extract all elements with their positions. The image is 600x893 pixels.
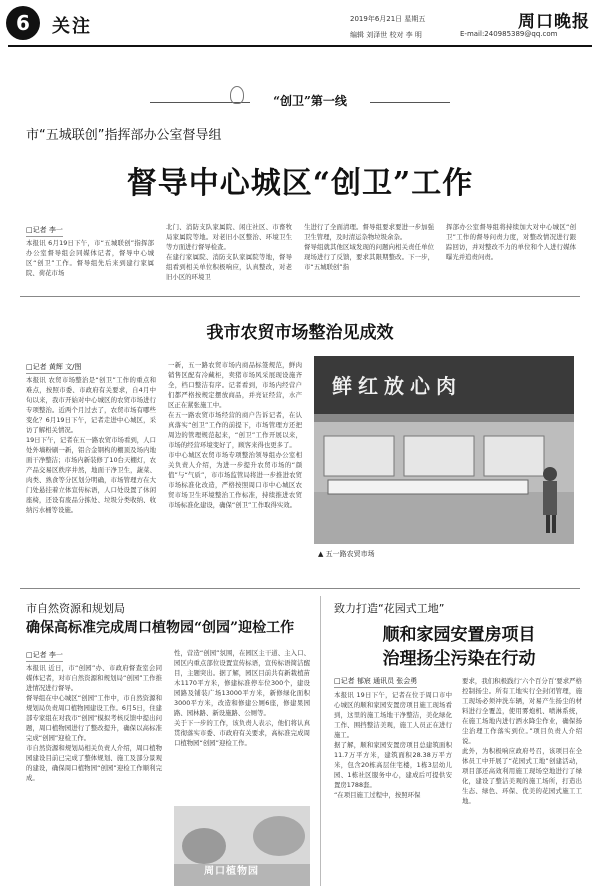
caption-text: 五一路农贸市场 <box>325 550 375 558</box>
story3-column-2: 性，营造“创园”氛围，在园区主干道、主入口、园区内重点部位设置宣传标语，宣传标语简洁醒目，主题突出。据了解，园区目前共有新栽植苗木1170平方米，修建标准停车位300个，建设园路及铺装广场13000平方米，新修绿化面积3000平方米，改造和修建公厕6座，修建果园路、园林路、新设施路、公厕等。 关于下一步的工作，该负责人表示，他们将认真贯彻落实市委、市政府有关要求，高标准完成周口植物园“创园”迎检工作。 <box>174 649 310 747</box>
page-number-badge: 6 <box>6 6 40 40</box>
story4-reporter: □记者 郁宸 通讯员 张会勇 <box>334 676 417 688</box>
story2-divider <box>20 588 580 589</box>
story2-reporter: □记者 黄辉 文/图 <box>26 362 81 374</box>
market-sign: 鲜红放心肉 <box>332 374 462 398</box>
story1-headline: 督导中心城区“创卫”工作 <box>126 166 474 201</box>
story4-kicker: 致力打造“花园式工地” <box>334 602 445 615</box>
date-line: 2019年6月21日 星期五 <box>350 15 426 23</box>
story1-kicker: 市“五城联创”指挥部办公室督导组 <box>26 128 222 143</box>
editor-line: 编辑 刘泽世 校对 李 明 <box>350 31 422 39</box>
banner-title: “创卫”第一线 <box>250 92 370 109</box>
header-rule <box>8 45 592 47</box>
story3-column-1: 本报讯 近日，市“创园”办、市政府督查室会同媒体记者，对市自然资源和规划局“创园”工作推进情况进行督导。 督导组在中心城区“创园”工作中，市自然资源和规划局负责周口植物园建设工作。6月5日，住建部专家组在对我市“创园”模拟考核反馈中提出问题，周口植物园进行了整改提升，确保以高标准完成“创园”迎检工作。 市自然资源和规划局相关负责人介绍，周口植物园建设目前已完成了整体规划、施工及部分景观的建设，确保周口植物园“创园”迎检工作顺利完成。 <box>26 664 162 782</box>
story1-column-1: 本报讯 6月19日下午，市“五城联创”指挥部办公室督导组会同媒体记者，督导中心城区“创卫”工作。督导组先后来到建行家属院、荷花市场 <box>26 239 154 277</box>
story1-divider <box>20 296 580 297</box>
column-divider <box>320 596 321 886</box>
banner-flame-icon <box>230 86 244 104</box>
garden-sign: 周口植物园 <box>204 866 259 877</box>
story3-kicker: 市自然资源和规划局 <box>26 602 125 615</box>
story1-column-4: 挥部办公室督导组将持续加大对中心城区“创卫”工作的督导问责力度，对整改情况进行跟踪回访，并对整改不力的单位和个人进行媒体曝光并追责问责。 <box>446 223 576 261</box>
caption-marker-icon: ▲ <box>318 550 324 558</box>
garden-photo <box>174 806 310 886</box>
market-photo <box>314 356 574 544</box>
story2-column-1: 本报讯 农贸市场整治是“创卫”工作的重点和难点，按照市委、市政府有关要求，自4月中旬以来，我市开始对中心城区的农贸市场进行专项整治。近两个月过去了，农贸市场有哪些变化？6月19日下午，记者走进中心城区，采访了解相关情况。 19日下午，记者在五一路农贸市场看到，人口处外墙粉刷一新，铝合金钢构的棚顶及场内地面干净整洁；市场内新装修了10台天棚灯，农产品交易区秩序井然，地面干净卫生，蔬菜、肉类、熟食等分区划分明确，市场管理方在大门处悬挂着立体宣传标语，人口处设置了休闲座椅，还设有废品分拣处、垃圾分类收纳、收纳污水桶等设施。 <box>26 376 156 514</box>
story4-column-1: 本报讯 19日下午，记者在位于周口市中心城区的顺和家园安置房项目施工现场看到，这里的施工场地干净整洁，美化绿化工作、围挡整洁美观，施工人员正在进行施工。 据了解，顺和家园安置房项目总建筑面积11.7万平方米，建筑面积28.38万平方米，包含20栋高层住宅楼，1栋3层幼儿园、1栋社区服务中心，建成后可提供安置房1788套。 “在项目施工过程中，按照环保 <box>334 691 452 799</box>
story1-column-3: 生进行了全面清理。督导组要求要进一步加强卫生管理，及时清运杂物垃圾余杂。 督导组就其他区域发现的问题向相关责任单位现场进行了反馈，要求其限期整改。下一步，市“五城联创”指 <box>304 223 434 271</box>
story4-column-2: 要求，我们积极践行‘六个百分百’要求严格控制扬尘。所有工地实行全封闭管理，施工现场必须冲洗车辆，对易产生扬尘的材料进行全覆盖，使用雾炮机、喷淋系统，在施工场地内进行洒水降尘作业，确保扬尘治理工作落实到位。”项目负责人介绍说。 此外，为积极响应政府号召，该项目在全体员工中开展了“花园式工地”创建活动，项目部还高效利用施工现场空地进行了绿化，建设了整洁美观的施工场所，打造出生态、绿色、环保、优美的花园式施工工地。 <box>462 677 582 805</box>
market-photo-caption <box>318 549 375 559</box>
story3-reporter: □记者 李一 <box>26 650 63 662</box>
story2-headline: 我市农贸市场整治见成效 <box>206 323 394 343</box>
story1-column-2: 北门、消防支队家属院、闲庄社区、市畜牧局家属院等地。对老旧小区整治、环境卫生等方面进行督导检查。 在建行家属院、消防支队家属院等地，督导组看到相关单位积极响应，认真整改，对老旧小区的环境卫 <box>166 223 292 281</box>
email-line: E-mail:240985389@qq.com <box>460 30 558 38</box>
masthead: 周口晚报 <box>518 12 590 32</box>
story4-headline-line-1: 顺和家园安置房项目 <box>382 625 536 645</box>
story1-reporter: □记者 李一 <box>26 225 63 237</box>
story4-headline-line-2: 治理扬尘污染在行动 <box>382 649 536 669</box>
section-label: 关注 <box>52 16 92 37</box>
story2-column-2: 一新，五一路农贸市场内商品标签规范，鲜肉销售区配有冷藏柜，卖猪市场风采展现设施齐全，档口整洁有序。记者看到，市场内经营户们都严格按规定摆放商品，并亮证经营，水产区正在紧张施工中。 在五一路农贸市场经营的商户告诉记者，在认真落实“创卫”工作的前提下，市场管理方还把周边的管理规范起来，“创卫”工作开展以来，市场的经营环境变好了，顾客来得也更多了。 市中心城区农贸市场专项整治领导组办公室相关负责人介绍，为进一步提升农贸市场的“颜值”与“气质”，市市场监管局将进一步推进农贸市场标准化改造，严格按照周口市中心城区农贸市场卫生环境整治工作标准，持续推进农贸市场标准化建设，确保“创卫”工作取得实效。 <box>168 361 302 509</box>
story3-headline: 确保高标准完成周口植物园“创园”迎检工作 <box>26 620 295 636</box>
